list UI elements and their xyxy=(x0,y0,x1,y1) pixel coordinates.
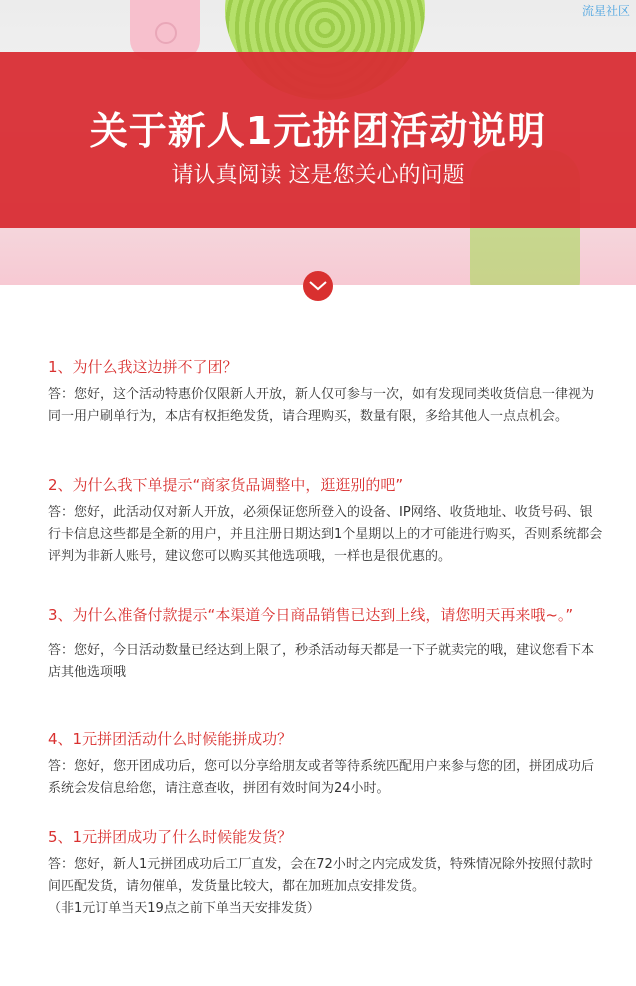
faq-answer: 答：您好，这个活动特惠价仅限新人开放，新人仅可参与一次，如有发现同类收货信息一律视为同一用户刷单行为，本店有权拒绝发货，请合理购买，数量有限，多给其他人一点点机会。 xyxy=(48,387,595,424)
faq-item-5 xyxy=(48,826,603,920)
faq-answer: 答：您好，您开团成功后，您可以分享给朋友或者等待系统匹配用户来参与您的团，拼团成功后系统会发信息给您，请注意查收，拼团有效时间为24小时。 xyxy=(48,759,595,796)
faq-item-3 xyxy=(48,604,603,684)
faq-question: 1、为什么我这边拼不了团？ xyxy=(48,358,238,376)
faq-item-1 xyxy=(48,356,603,428)
faq-item-2 xyxy=(48,474,603,568)
chevron-down-icon[interactable] xyxy=(303,271,333,301)
watermark: 流星社区 xyxy=(581,4,630,18)
power-icon xyxy=(155,22,177,44)
page-title: 关于新人1元拼团活动说明 xyxy=(89,109,547,153)
faq-item-4 xyxy=(48,728,603,800)
page-subtitle: 请认真阅读 这是您关心的问题 xyxy=(171,163,465,188)
faq-question: 5、1元拼团成功了什么时候能发货？ xyxy=(48,828,293,846)
faq-question: 2、为什么我下单提示“商家货品调整中，逛逛别的吧” xyxy=(48,476,404,494)
faq-question: 4、1元拼团活动什么时候能拼成功？ xyxy=(48,730,293,748)
faq-answer: 答：您好，今日活动数量已经达到上限了，秒杀活动每天都是一下子就卖完的哦，建议您看下本店其他选项哦 xyxy=(48,643,595,680)
faq-question: 3、为什么准备付款提示“本渠道今日商品销售已达到上线，请您明天再来哦~。” xyxy=(48,606,574,624)
faq-note: （非1元订单当天19点之前下单当天安排发货） xyxy=(48,901,320,916)
faq-answer: 答：您好，新人1元拼团成功后工厂直发，会在72小时之内完成发货，特殊情况除外按照付款时间匹配发货，请勿催单，发货量比较大，都在加班加点安排发货。 xyxy=(48,857,593,894)
faq-answer: 答：您好，此活动仅对新人开放，必须保证您所登入的设备、IP网络、收货地址、收货号码、银行卡信息这些都是全新的用户，并且注册日期达到1个星期以上的才可能进行购买，否则系统都会评判为非新人账号，建议您可以购买其他选项哦，一样也是很优惠的。 xyxy=(48,505,603,564)
